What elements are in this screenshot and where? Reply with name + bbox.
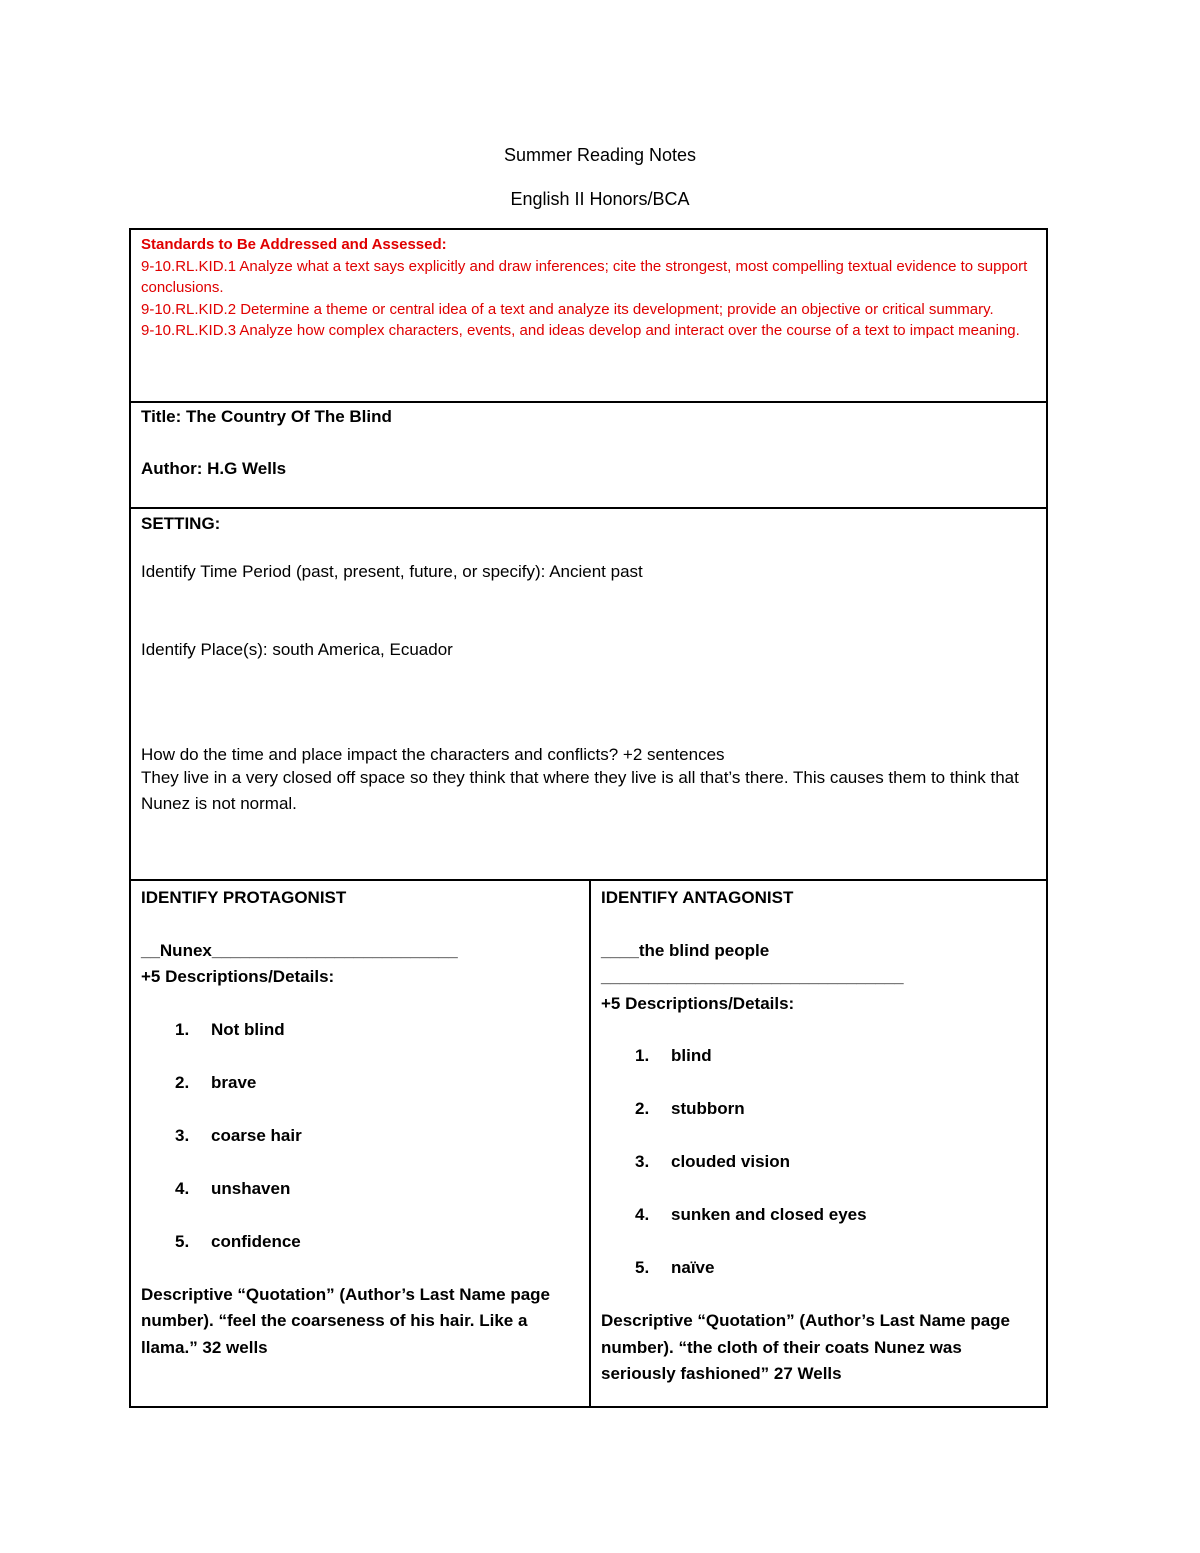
protagonist-quote: Descriptive “Quotation” (Author’s Last Name page number). “feel the coarseness of his hair. Like a llama.” 32 wells <box>141 1284 551 1357</box>
standard-item-1: 9-10.RL.KID.1 Analyze what a text says explicitly and draw inferences; cite the strongest, most compelling textual evidence to support conclusions. <box>141 257 1028 296</box>
standards-heading: Standards to Be Addressed and Assessed: <box>141 236 447 253</box>
standard-item-2: 9-10.RL.KID.2 Determine a theme or central idea of a text and analyze its development; provide an objective or critical summary. <box>141 300 994 318</box>
protagonist-box <box>129 879 591 1408</box>
list-number: 4. <box>175 1178 190 1198</box>
list-number: 4. <box>635 1205 650 1224</box>
list-number: 5. <box>635 1258 650 1277</box>
list-item <box>601 1255 1036 1308</box>
antagonist-name: ____the blind people <box>601 940 770 960</box>
list-text: Not blind <box>211 1019 285 1039</box>
book-author: Author: H.G Wells <box>141 459 287 478</box>
list-item <box>141 1229 580 1282</box>
list-text: confidence <box>211 1231 301 1251</box>
protagonist-heading: IDENTIFY PROTAGONIST <box>141 888 347 907</box>
protagonist-details-label: +5 Descriptions/Details: <box>141 967 335 986</box>
list-item <box>141 1070 580 1123</box>
setting-box <box>129 507 1048 881</box>
antagonist-box <box>589 879 1048 1408</box>
list-number: 3. <box>635 1152 650 1171</box>
list-number: 2. <box>635 1099 650 1118</box>
list-text: sunken and closed eyes <box>671 1205 867 1224</box>
list-text: unshaven <box>211 1178 291 1198</box>
place-label: Identify Place(s): <box>141 640 268 659</box>
list-item <box>141 1017 580 1070</box>
protagonist-name: __Nunex__________________________ <box>141 940 458 960</box>
antagonist-heading: IDENTIFY ANTAGONIST <box>601 888 794 907</box>
place-line <box>141 640 1036 660</box>
standards-box <box>129 228 1048 403</box>
protagonist-details-list <box>141 1017 580 1282</box>
list-item <box>141 1176 580 1229</box>
list-item <box>601 1043 1036 1096</box>
standard-item-3: 9-10.RL.KID.3 Analyze how complex characters, events, and ideas develop and interact over the course of a text to impact meaning. <box>141 322 1020 339</box>
place-answer: south America, Ecuador <box>267 640 453 659</box>
list-item <box>141 1123 580 1176</box>
time-period-answer: Ancient past <box>545 562 643 581</box>
list-number: 1. <box>635 1046 650 1065</box>
list-item <box>601 1149 1036 1202</box>
antagonist-details-label: +5 Descriptions/Details: <box>601 993 795 1013</box>
list-item <box>601 1096 1036 1149</box>
list-text: brave <box>211 1072 257 1092</box>
list-text: blind <box>671 1046 712 1065</box>
antagonist-details-list <box>601 1043 1036 1308</box>
list-number: 3. <box>175 1125 190 1145</box>
list-number: 2. <box>175 1072 190 1092</box>
antagonist-quote: Descriptive “Quotation” (Author’s Last Name page number). “the cloth of their coats Nunez was seriously fashioned” 27 Wells <box>601 1311 1011 1383</box>
setting-heading: SETTING: <box>141 514 221 533</box>
time-period-line <box>141 562 1036 582</box>
time-period-label: Identify Time Period (past, present, future, or specify): <box>141 562 546 581</box>
impact-question: How do the time and place impact the characters and conflicts? +2 sentences <box>141 745 725 764</box>
list-number: 1. <box>175 1019 190 1039</box>
list-item <box>601 1202 1036 1255</box>
antagonist-name-underline: ________________________________ <box>601 967 904 986</box>
list-text: coarse hair <box>211 1125 302 1145</box>
book-info-box <box>129 401 1048 509</box>
page-title: Summer Reading Notes <box>503 145 697 165</box>
list-number: 5. <box>175 1231 190 1251</box>
list-text: stubborn <box>671 1099 745 1118</box>
list-text: naïve <box>671 1258 715 1277</box>
list-text: clouded vision <box>671 1152 791 1171</box>
course-subtitle: English II Honors/BCA <box>510 189 690 209</box>
impact-answer: They live in a very closed off space so they think that where they live is all that’s there. This causes them to think that Nunez is not normal. <box>141 768 1019 813</box>
book-title: Title: The Country Of The Blind <box>141 407 392 426</box>
